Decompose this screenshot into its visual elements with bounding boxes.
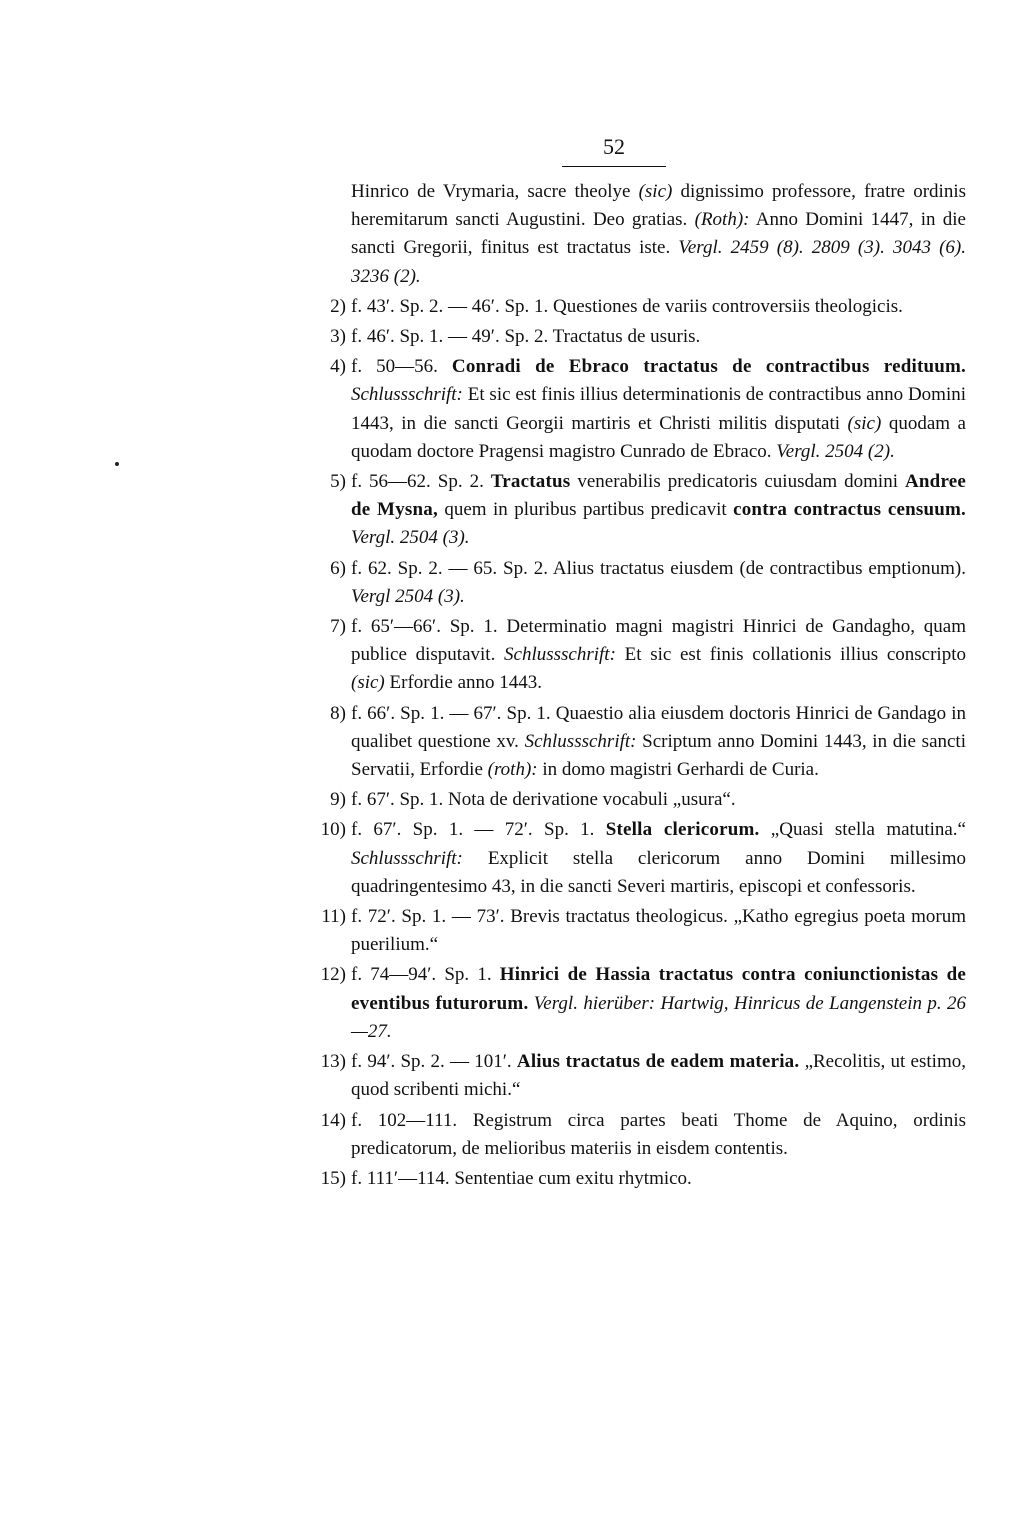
text-run: Hinrico de Vrymaria, sacre theolye: [351, 181, 639, 202]
entry-7: [286, 613, 966, 698]
entry-3: [286, 323, 966, 351]
entry-number: 12): [320, 964, 346, 986]
text-run: Et sic est finis illius determinationis de contractibus anno Domini 1443, in die sancti Georgii martiris et Christi militis disputati: [351, 384, 966, 434]
text-run-italic: Schlussschrift:: [351, 847, 463, 869]
text-run: f. 66′. Sp. 1. — 67′. Sp. 1. Quaestio alia eiusdem doctoris Hinrici de Gandago in qualibet questione xv.: [351, 702, 966, 752]
text-run: f. 72′. Sp. 1. — 73′. Brevis tractatus theologicus. „Katho egregius poeta morum puerilium.“: [351, 906, 966, 956]
text-run: Scriptum anno Domini 1443, in die sancti Servatii, Erfordie: [351, 730, 966, 781]
entry-number: 13): [320, 1051, 346, 1073]
entry-number: 7): [330, 616, 346, 638]
text-run: f. 56—62. Sp. 2.: [351, 471, 491, 493]
entry-12: [286, 961, 966, 1046]
text-run-bold: Hinrici de Hassia tractatus contra coniunctionistas de eventibus futurorum.: [351, 964, 966, 1014]
text-run-bold: Tractatus: [490, 471, 571, 493]
entry-6: [286, 555, 966, 611]
text-run-bold: Stella clericorum.: [605, 819, 760, 841]
text-body: [286, 178, 966, 1195]
text-run: in domo magistri Gerhardi de Curia.: [537, 759, 819, 781]
entry-number: 8): [330, 702, 346, 724]
text-run: f. 65′—66′. Sp. 1. Determinatio magni magistri Hinrici de Gandagho, quam publice disputavit.: [351, 616, 966, 666]
text-run-italic: (sic): [847, 412, 882, 434]
text-run: f. 62. Sp. 2. — 65. Sp. 2. Alius tractatus eiusdem (de contractibus emptionum).: [351, 557, 966, 579]
entry-13: [286, 1048, 966, 1104]
text-run: f. 46′. Sp. 1. — 49′. Sp. 2. Tractatus de usuris.: [351, 326, 701, 348]
text-run-italic: Vergl. 2504 (2).: [776, 440, 895, 462]
entry-number: 4): [330, 356, 346, 378]
text-run: venerabilis predicatoris cuiusdam domini: [570, 471, 905, 493]
entry-number: 10): [320, 819, 346, 841]
text-run: „Quasi stella matutina.“: [759, 819, 966, 841]
text-run-italic: Vergl. hierüber: Hartwig, Hinricus de Langenstein p. 26—27.: [351, 992, 967, 1042]
text-run: Anno Domini 1447, in die sancti Gregorii, finitus est tractatus iste.: [351, 209, 966, 259]
text-run: Explicit stella clericorum anno Domini millesimo quadringentesimo 43, in die sancti Severi martiris, episcopi et confessoris.: [351, 847, 966, 897]
text-run-bold: Alius tractatus de eadem materia.: [516, 1051, 800, 1073]
entry-9: [286, 786, 966, 814]
text-run: dignissimo professore, fratre ordinis heremitarum sancti Augustini. Deo gratias.: [351, 181, 967, 231]
text-run: quodam a quodam doctore Pragensi magistro Cunrado de Ebraco.: [351, 412, 966, 462]
margin-dot: [115, 462, 119, 466]
text-run: f. 94′. Sp. 2. — 101′.: [351, 1051, 517, 1073]
page-number-rule: [562, 166, 666, 167]
text-run: f. 102—111. Registrum circa partes beati Thome de Aquino, ordinis predicatorum, de melioribus materiis in eisdem contentis.: [351, 1109, 966, 1159]
text-run: Erfordie anno 1443.: [384, 672, 542, 694]
text-run: „Recolitis, ut estimo, quod scribenti michi.“: [351, 1051, 966, 1101]
text-run: f. 43′. Sp. 2. — 46′. Sp. 1. Questiones de variis controversiis theologicis.: [351, 295, 903, 317]
text-run-bold: Andree de Mysna,: [351, 471, 966, 521]
text-run-italic: Vergl. 2504 (3).: [351, 527, 470, 549]
text-run-italic: (sic): [351, 672, 385, 694]
entry-14: [286, 1107, 966, 1163]
page-number: 52: [603, 134, 625, 159]
entry-2: [286, 293, 966, 321]
entry-number: 14): [320, 1109, 346, 1131]
text-run-bold: Conradi de Ebraco tractatus de contractibus redituum.: [451, 356, 966, 378]
text-run: f. 74—94′. Sp. 1.: [351, 964, 500, 986]
text-run-italic: (roth):: [487, 759, 538, 781]
entry-11: [286, 903, 966, 959]
text-run-italic: Schlussschrift:: [524, 730, 637, 752]
text-run: f. 111′—114. Sententiae cum exitu rhytmico.: [351, 1167, 692, 1189]
text-run-italic: Schlussschrift:: [351, 384, 463, 406]
entry-number: 3): [330, 326, 346, 348]
entry-number: 6): [330, 557, 346, 579]
text-run-italic: Vergl. 2459 (8). 2809 (3). 3043 (6). 3236 (2).: [351, 237, 966, 287]
entry-4: [286, 353, 966, 466]
text-run: Et sic est finis collationis illius conscripto: [615, 644, 966, 666]
entry-15: [286, 1165, 966, 1193]
text-run: quem in pluribus partibus predicavit: [437, 499, 734, 521]
text-run-bold: contra contractus censuum.: [733, 499, 966, 521]
entry-number: 9): [330, 789, 346, 811]
text-run: f. 67′. Sp. 1. — 72′. Sp. 1.: [351, 819, 606, 841]
entry-number: 5): [330, 471, 346, 493]
text-run-italic: (sic): [638, 181, 673, 202]
text-run-italic: Vergl 2504 (3).: [351, 585, 465, 607]
entry-number: 2): [330, 295, 346, 317]
entry-number: 15): [320, 1167, 346, 1189]
text-run-italic: Schlussschrift:: [504, 644, 616, 666]
intro-paragraph: [351, 178, 966, 291]
text-run: f. 50—56.: [351, 356, 452, 378]
entry-5: [286, 468, 966, 553]
text-run: f. 67′. Sp. 1. Nota de derivatione vocabuli „usura“.: [351, 789, 736, 811]
entry-number: 11): [321, 906, 346, 928]
entry-8: [286, 700, 966, 785]
entry-10: [286, 816, 966, 901]
text-run-italic: (Roth):: [694, 209, 750, 231]
